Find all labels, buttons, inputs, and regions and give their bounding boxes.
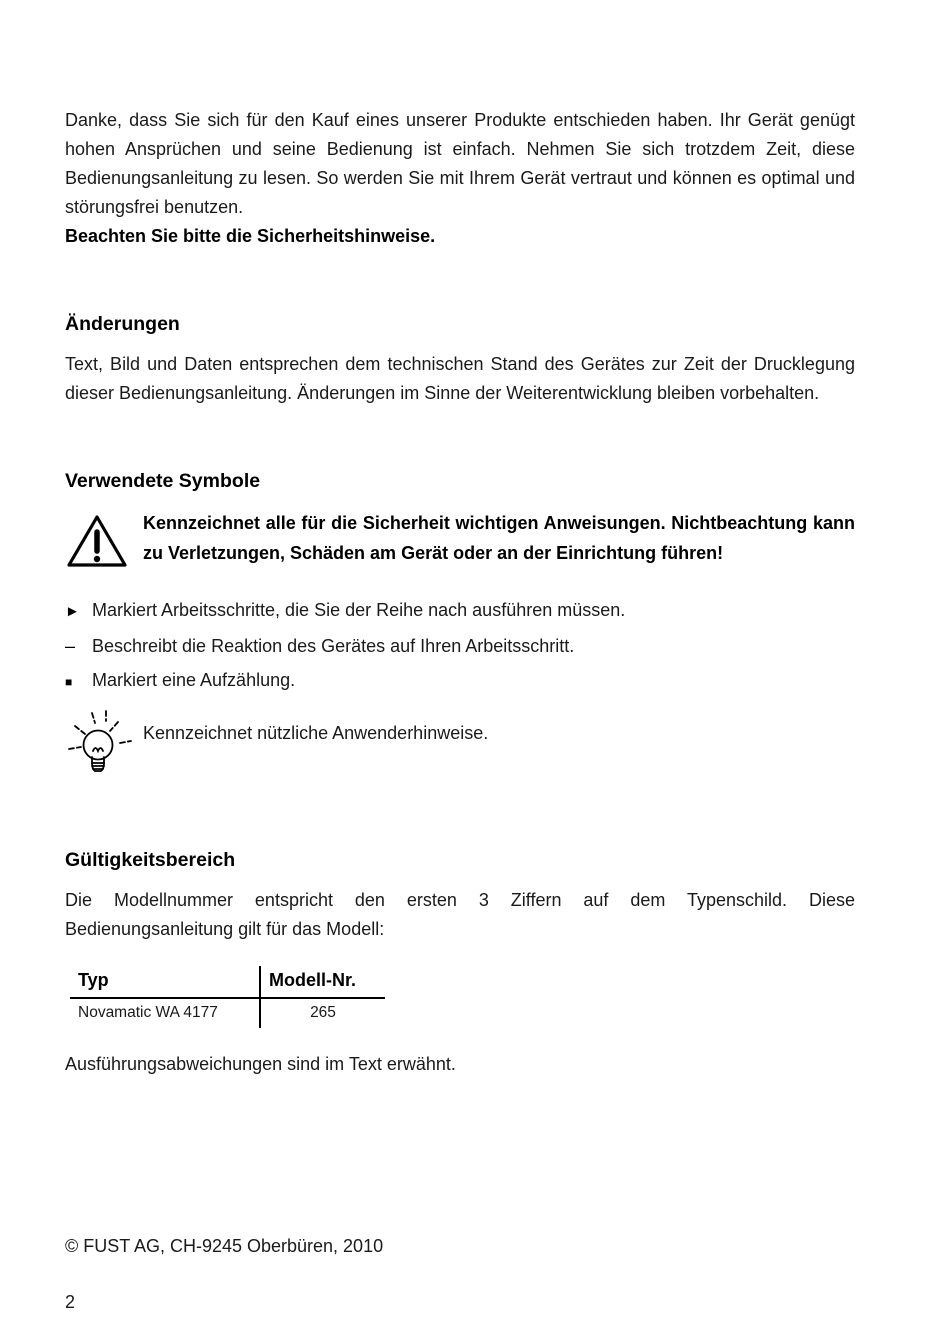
table-cell-typ: Novamatic WA 4177 <box>78 1004 218 1021</box>
copyright-line: © FUST AG, CH-9245 Oberbüren, 2010 <box>65 1236 384 1256</box>
dash-bullet-icon: – <box>65 636 76 656</box>
hint-text: Kennzeichnet nützliche Anwenderhinweise. <box>143 723 489 743</box>
intro-paragraph: Danke, dass Sie sich für den Kauf eines unserer Produkte entschieden haben. Ihr Gerät genügt hohen Ansprüchen und seine Bedienung ist einfach. Nehmen Sie sich trotzdem Zeit, diese Bedienungsanleitung zu lesen. So werden Sie mit Ihrem Gerät vertraut und können es optimal und störungsfrei benutzen. <box>65 110 855 217</box>
warning-icon <box>65 509 143 571</box>
section-title-gueltigkeitsbereich: Gültigkeitsbereich <box>65 849 236 871</box>
model-table <box>70 966 385 1028</box>
symbol-legend-list <box>65 593 855 699</box>
aenderungen-paragraph: Text, Bild und Daten entsprechen dem technischen Stand des Gerätes zur Zeit der Drucklegung dieser Bedienungsanleitung. Änderungen im Sinne der Weiterentwicklung bleiben vorbehalten. <box>65 354 855 403</box>
warning-symbol-row <box>65 509 855 571</box>
page-number: 2 <box>65 1292 76 1312</box>
section-title-aenderungen: Änderungen <box>65 313 180 335</box>
section-title-symbole: Verwendete Symbole <box>65 470 261 492</box>
deviation-note: Ausführungsabweichungen sind im Text erwähnt. <box>65 1054 456 1074</box>
table-header-row <box>70 966 385 998</box>
table-cell-modell-nr: 265 <box>260 998 385 1028</box>
list-item-text: Markiert eine Aufzählung. <box>92 670 296 690</box>
table-header-modell-nr: Modell-Nr. <box>260 966 385 998</box>
list-item-text: Markiert Arbeitsschritte, die Sie der Reihe nach ausführen müssen. <box>92 600 626 620</box>
table-header-typ: Typ <box>70 966 260 998</box>
list-item <box>65 663 855 699</box>
list-item <box>65 593 855 629</box>
lightbulb-icon <box>65 707 143 787</box>
hint-symbol-row <box>65 707 855 787</box>
table-row <box>70 998 385 1028</box>
arrow-bullet-icon: ► <box>65 603 80 620</box>
list-item-text: Beschreibt die Reaktion des Gerätes auf Ihren Arbeitsschritt. <box>92 636 575 656</box>
list-item <box>65 629 855 663</box>
warning-text: Kennzeichnet alle für die Sicherheit wichtigen Anweisungen. Nichtbeachtung kann zu Verletzungen, Schäden am Gerät oder an der Einrichtung führen! <box>143 513 855 563</box>
gueltigkeitsbereich-paragraph: Die Modellnummer entspricht den ersten 3 Ziffern auf dem Typenschild. Diese Bedienungsanleitung gilt für das Modell: <box>65 890 855 939</box>
safety-note: Beachten Sie bitte die Sicherheitshinweise. <box>65 226 436 246</box>
square-bullet-icon: ■ <box>65 675 73 689</box>
